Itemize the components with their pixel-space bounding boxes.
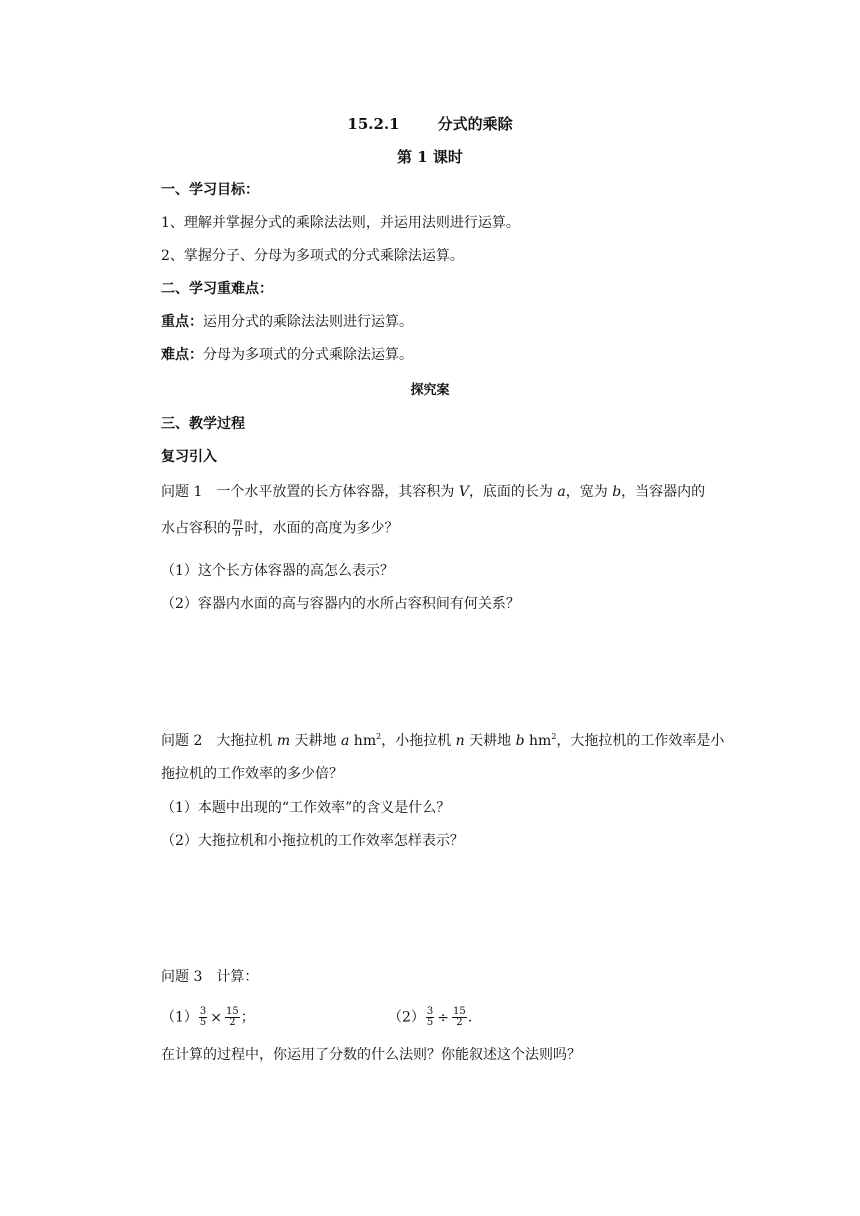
q2-var-a: a xyxy=(341,733,350,749)
q1-text-c: ，宽为 xyxy=(565,484,613,500)
q3-part2-end: . xyxy=(467,1009,473,1026)
question3-prompt: 在计算的过程中，你运用了分数的什么法则？你能叙述这个法则吗？ xyxy=(161,1047,581,1063)
review-heading: 复习引入 xyxy=(161,449,217,465)
fraction-15-over-2: $\frac{15}{2}$ xyxy=(226,1006,239,1028)
fraction-m-over-n xyxy=(232,518,243,539)
q2-var-m: m xyxy=(276,733,291,749)
question3-part2 xyxy=(388,1007,472,1028)
key-point-label: 重点： xyxy=(161,314,203,330)
q1-text-e: 水占容积的 xyxy=(161,520,231,537)
question1-sub2: （2）容器内水面的高与容器内的水所占容积间有何关系？ xyxy=(161,596,520,612)
q1-text-a: 问题 1 一个水平放置的长方体容器，其容积为 xyxy=(161,484,459,500)
difficult-point xyxy=(161,345,413,365)
q2-text-c: ，小拖拉机 xyxy=(381,733,456,749)
q2-text-d: 天耕地 xyxy=(464,733,516,749)
objective-item-2: 2、掌握分子、分母为多项式的分式乘除法运算。 xyxy=(161,248,464,264)
question3-heading: 问题 3 计算： xyxy=(161,969,259,985)
title-number: 15.2.1 xyxy=(347,115,400,133)
q2-unit-a: hm xyxy=(349,733,377,749)
q2-var-n: n xyxy=(455,733,465,749)
question2-line2: 拖拉机的工作效率的多少倍？ xyxy=(161,766,343,782)
key-point-text: 运用分式的乘除法法则进行运算。 xyxy=(203,314,413,330)
divide-sign: ÷ xyxy=(437,1009,450,1026)
page-subtitle: 第 1 课时 xyxy=(397,148,463,166)
objective-item-1: 1、理解并掌握分式的乘除法法则，并运用法则进行运算。 xyxy=(161,215,520,231)
q2-square-a: 2 xyxy=(376,732,382,741)
q1-var-a: a xyxy=(557,484,566,500)
fraction-15-over-2: $\frac{15}{2}$ xyxy=(453,1006,466,1028)
fraction-denominator: n xyxy=(234,528,241,539)
page-title xyxy=(0,114,860,134)
q2-text-e: ，大拖拉机的工作效率是小 xyxy=(556,733,725,749)
q2-text-a: 问题 2 大拖拉机 xyxy=(161,733,277,749)
q1-var-v: V xyxy=(458,484,469,500)
difficult-point-label: 难点： xyxy=(161,347,203,363)
question1-sub1: （1）这个长方体容器的高怎么表示？ xyxy=(161,563,394,579)
multiply-sign: × xyxy=(210,1009,223,1026)
fraction-3-over-5: $\frac{3}{5}$ xyxy=(199,1006,207,1028)
title-text: 分式的乘除 xyxy=(437,115,513,133)
explore-heading: 探究案 xyxy=(410,383,450,398)
q2-square-b: 2 xyxy=(551,732,557,741)
question1-line1 xyxy=(161,482,705,502)
question2-sub2: （2）大拖拉机和小拖拉机的工作效率怎样表示？ xyxy=(161,833,464,849)
section3-heading: 三、教学过程 xyxy=(161,416,245,432)
q2-var-b: b xyxy=(515,733,525,749)
key-point xyxy=(161,312,413,332)
q3-part2-label: （2） xyxy=(388,1009,425,1026)
section1-heading: 一、学习目标： xyxy=(161,182,259,198)
q1-text-d: ，当容器内的 xyxy=(621,484,706,500)
q2-unit-b: hm xyxy=(524,733,552,749)
q1-var-b: b xyxy=(612,484,622,500)
q3-part1-end: ； xyxy=(240,1009,255,1026)
q2-text-b: 天耕地 xyxy=(290,733,341,749)
q3-part1-label: （1） xyxy=(161,1009,198,1026)
question3-part1 xyxy=(161,1007,255,1028)
q1-text-b: ，底面的长为 xyxy=(468,484,558,500)
fraction-3-over-5: $\frac{3}{5}$ xyxy=(426,1006,434,1028)
difficult-point-text: 分母为多项式的分式乘除法运算。 xyxy=(203,347,413,363)
question2-sub1: （1）本题中出现的“工作效率”的含义是什么？ xyxy=(161,800,451,816)
fraction-numerator: m xyxy=(233,517,243,528)
section2-heading: 二、学习重难点： xyxy=(161,281,273,297)
question2-line1 xyxy=(161,731,724,751)
question1-line2 xyxy=(161,518,398,539)
q1-text-f: 时，水面的高度为多少？ xyxy=(244,520,399,537)
